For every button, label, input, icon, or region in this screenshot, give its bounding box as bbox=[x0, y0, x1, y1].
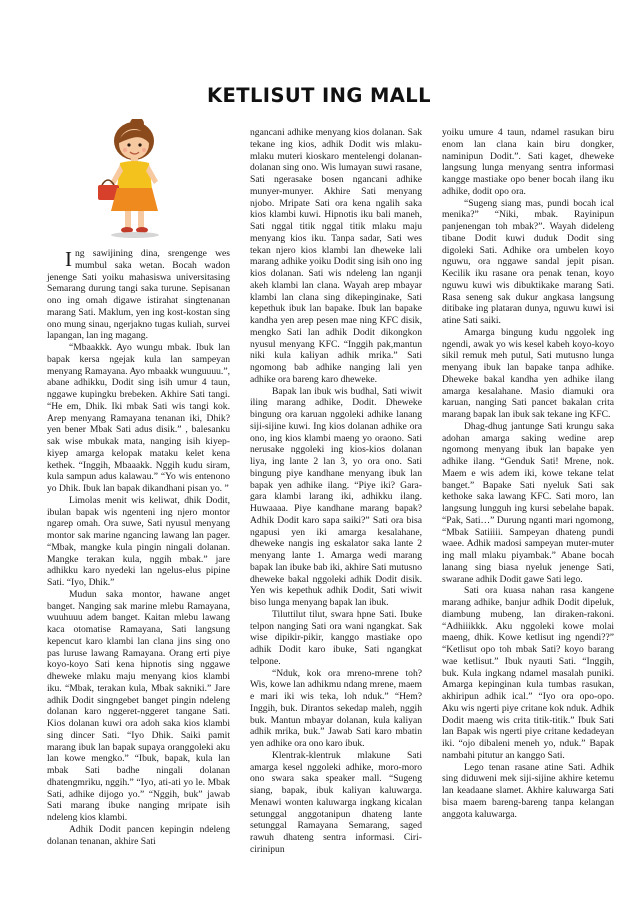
column-2 bbox=[250, 127, 422, 856]
paragraph: Amarga bingung kudu nggolek ing ngendi, awak yo wis kesel kabeh koyo-koyo sikil remuk meh putul, Sati mutusno lunga menyang ibuk lan bapake tanpa adhike. Dheweke bakal kandha yen adhike ilang amarga kesalahane. Masio diamuki ora karuan, nanging Sati pancet bakalan crita marang bapak lan ibuk sak tekane ing KFC. bbox=[442, 326, 614, 420]
column-3 bbox=[442, 127, 614, 820]
paragraph: Adhik Dodit pancen kepingin ndeleng dolanan tenanan, akhire Sati bbox=[47, 823, 230, 847]
girl-illustration bbox=[92, 119, 178, 239]
paragraph: ng sawijining dina, srengenge wes mumbul saka wetan. Bocah wadon jenenge Sati yoiku mahasiswa universitasing Semarang durung tangi saka turune. Sepisanan ono ing omah digawe istirahat singtenanan marang Sati. Maklum, yen ing kost-kostan sing ono mung sinau, ngerjakno tugas kuliah, survei lapangan, lan ing magang. bbox=[47, 248, 230, 342]
paragraph: Sati ora kuasa nahan rasa kangene marang adhike, banjur adhik Dodit dipeluk, diambung mubeng, lan diraken-rakoni. “Adhiiikkk. Aku nggoleki kowe molai maeng, dhik. Kowe ketlisut ing ngendi??” “Ketlisut opo toh mbak Sati? koyo barang wae ketlisut.” Ibuk nyauti Sati. “Inggih, buk. Kula ingkang ndamel masalah puniki. Amarga kepinginan kula tumbas rasukan, akhiripun adhik ical.” “Iyo ora opo-opo. Aku wis ngerti piye critane kok nduk. Adhik Dodit maeng wis crita titik-titik.” Ibuk Sati lan Bapak wis ngerti piye critane kedadeyan iki. “ojo dibaleni meneh yo, nduk.” Bapak nambahi pitutur an kanggo Sati. bbox=[442, 585, 614, 761]
paragraph: Limolas menit wis keliwat, dhik Dodit, ibulan bapak wis ngenteni ing njero montor ngarep omah. Ora suwe, Sati nyusul menyang montor sak marine ngancing lawang lan pager. “Mbak, mangke kula pingin ningali dolanan. Mangke terakan kula, nggih mbak.” jare adhikku karo nyedeki lan ngelus-elus pipine Sati. “Iyo, Dhik.” bbox=[47, 494, 230, 588]
paragraph: ngancani adhike menyang kios dolanan. Sak tekane ing kios, adhik Dodit wis mlaku-mlaku muteri kioskaro mentelengi dolanan-dolanan sing ono. Wis lumayan suwi rasane, Sati ngerasake bosen ngancani adhike munyer-munyer. Akhire Sati menyang njobo. Mripate Sati ora kena ngalih saka kios klambi kuwi. Hipnotis iku bali maneh, Sati nggal titik nggal titik mlaku maju menyang kios iku. Tanpa sadar, Sati wes tekan njero kios klambi lan dheweke lali marang adhike yoiku Dodit sing isih ono ing kios dolanan. Sati wis ndeleng lan nganji akeh klambi lan clana. Wayah arep mbayar klambi lan clana sing dikepinginake, Sati kepethuk ibuk lan bapake. Ibuk lan bapake kandha yen arep pesen mae ning KFC disik, mengko Sati lan adhik Dodit dikongkon nyusul menyang KFC. “Inggih pak,mantun niki kula kaliyan adhik mrika.” Sati ngomong bab adhike nanging lali yen adhike ora bareng karo dheweke. bbox=[250, 127, 422, 385]
drop-cap: I bbox=[65, 247, 72, 271]
paragraph: “Mbaakkk. Ayo wungu mbak. Ibuk lan bapak kersa ngejak kula lan sampeyan menyang Ramayana. Ayo mbaakk wunguuuu.”, abane adhikku, Dodit sing isih umur 4 taun, nggawe kupingku brebeken. Akhire Sati tangi. “He em, Dhik. Iki mbak Sati wis tangi kok. Arep menyang Ramayana tenanan iki, Dhik? yen bener Mbak Sati adus disik.” , balesanku sak wise mbukak mata, nanging isih kiyep-kiyep amarga kelopak mataku kelet kena kethek. “Inggih, Mbaaakk. Nggih kudu siram, kula sampun adus kalawau.” “Yo wis entenono yo Dhik. Ibuk lan bapak dikandhani pisan yo. ” bbox=[47, 342, 230, 494]
paragraph: Tiluttilut tilut, swara hpne Sati. Ibuke telpon nanging Sati ora wani ngangkat. Sak wise dipikir-pikir, kanggo mastiake opo adhik Dodit karo ibuke, Sati ngangkat telpone. bbox=[250, 608, 422, 667]
paragraph: Bapak lan ibuk wis budhal, Sati wiwit iling marang adhike, Dodit. Dheweke bingung ora karuan nggoleki adhike lanang siji-sijine kuwi. Ing kios dolanan adhike ora ono, ing kios klambi maeng yo oraono. Sati nerusake nggoleki ing kios-kios dolanan liya, ing lante 2 lan 3, yo ora ono. Sati bingung piye kandhane menyang ibuk lan bapak yen adhike ilang. “Piye iki? Gara-gara klambi larang iki, adhikku ilang. Huwaaaa. Piye kandhane marang bapak?Adhik Dodit karo sapa saiki?” Sati ora bisa ngapusi yen iki amarga kesalahane, dheweke nangis ing eskalator saka lante 2 menyang lante 1. Amarga wedi marang bapak lan ibuke bab iki, akhire Sati mutusno dheweke bakal nggoleki adhik Dodit disik. Yen wis kepethuk adhik Dodit, Sati wiwit biso lunga menyang bapak lan ibuk. bbox=[250, 385, 422, 608]
story-title: KETLISUT ING MALL bbox=[207, 84, 431, 107]
paragraph: Klentrak-klentruk mlakune Sati amarga kesel nggoleki adhike, moro-moro ono swara saka speaker mall. “Sugeng siang, bapak, ibuk kaliyan kaluwarga. Menawi wonten kaluwarga ingkang kicalan setunggal anggotanipun dhateng lante setunggal Ramayana Semarang, saged rawuh dhateng sentra informasi. Ciri-cirinipun bbox=[250, 749, 422, 855]
paragraph: “Sugeng siang mas, pundi bocah ical menika?” “Niki, mbak. Rayinipun panjenengan toh mbak?”. Wayah dideleng tibane Dodit kuwi duduk Dodit sing digoleki Sati. Adhike ora umbelen koyo nguwu, ora nggawe sandal jepit pisan. Kecilik iku rasane ora penak tenan, koyo nguwu kuwi wis dibuktikake marang Sati. Rasa seneng sak dukur angkasa langsung ditibake ing plataran dunya, nguwu kuwi isi atine Sati saiki. bbox=[442, 197, 614, 326]
paragraph: Mudun saka montor, hawane anget banget. Nanging sak marine mlebu Ramayana, wuuhuuu adem banget. Kaitan mlebu lawang kaca otomatise Ramayana, Sati langsung kepencut karo klambi lan clana jins sing ono pas luruse lawang Ramayana. Orang erti piye koyo-koyo Sati kena hipnotis sing nggawe dheweke mlaku maju menyang kios klambi iku. “Mbak, terakan kula, Mbak sakniki.” Jare adhik Dodit singngebet banget pingin ndeleng dolanan karo nggeret-nggeret tangane Sati. Kios dolanan kuwi ora adoh saka kios klambi sing dincer Sati. “Iyo Dhik. Saiki pamit marang ibuk lan bapak supaya oranggoleki aku lan kowe mengko.” “Ibuk, bapak, kula lan mbak Sati badhe ningali dolanan dhatengmriku, nggih.” “Iyo, ati-ati yo le. Mbak Sati, adhike dijogo yo.” “Nggih, buk” jawab Sati marang ibuke nanging mripate isih ndeleng kios klambi. bbox=[47, 588, 230, 823]
paragraph: “Nduk, kok ora mreno-mrene toh? Wis, kowe lan adhikmu ndang mrene, maem e mari iki wis teka, loh nduk.” “Hem? Inggih, buk. Dirantos sekedap maleh, nggih buk. Mantun mbayar dolanan, kula kaliyan adhik mrika, buk.” Jawab Sati karo mbatin yen adhike ora ono karo ibuk. bbox=[250, 667, 422, 749]
paragraph: Dhag-dhug jantunge Sati krungu saka adohan amarga saking wedine arep ngomong menyang ibuk lan bapake yen adhike ilang. “Genduk Sati! Mrene, nok. Maem e wis adem iki, kowe tekane telat banget.” Bapake Sati nyeluk Sati sak kethoke saka lawang KFC. Sati moro, lan langsung lungguh ing kursi sebelahe bapak. “Pak, Sati…” Durung nganti mari ngomong, “Mbak Satiiiii. Sampeyan dhateng pundi waee. Adhik madosi sampeyan muter-muter ing mall mlaku piyambak.” Abane bocah lanang sing biasa nyeluk jenenge Sati, swarane adhik Dodit gawe Sati lego. bbox=[442, 420, 614, 585]
paragraph: Lego tenan rasane atine Sati. Adhik sing diduweni mek siji-sijine akhire ketemu lan keadaane slamet. Akhire kaluwarga Sati bisa maem bareng-bareng tanpa kelangan anggota kaluwarga. bbox=[442, 761, 614, 820]
paragraph: yoiku umure 4 taun, ndamel rasukan biru enom lan clana kain biru dongker, naminipun Dodit.”. Sati kaget, dheweke langsung lunga menyang sentra informasi kangge mastiake opo bener bocah ilang iku adhike, dodit opo ora. bbox=[442, 127, 614, 197]
column-1 bbox=[47, 248, 230, 847]
